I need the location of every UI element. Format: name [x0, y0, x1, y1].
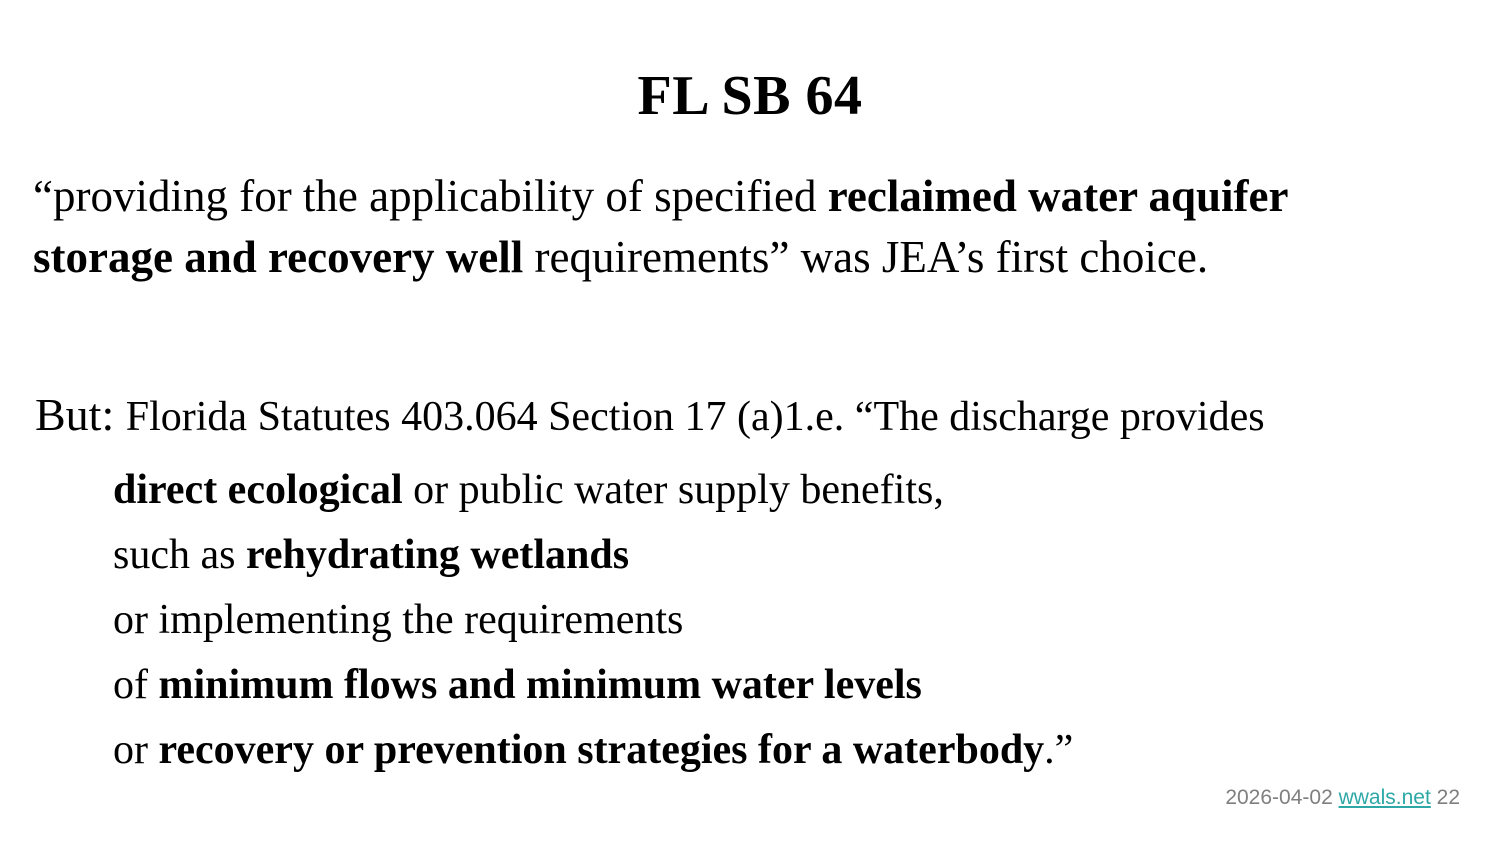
statute-line	[113, 653, 1493, 718]
statute-bold-text: direct ecological	[113, 467, 403, 513]
statute-bold-text: minimum flows and minimum water levels	[158, 662, 922, 708]
statute-text: or implementing the requirements	[113, 597, 684, 643]
statute-line	[113, 718, 1493, 783]
intro-text: requirements” was JEA’s first choice.	[523, 232, 1209, 282]
statute-text: of	[113, 662, 159, 708]
statute-text: or	[113, 727, 159, 773]
statute-bold-text: recovery or prevention strategies for a waterbody	[158, 727, 1045, 773]
statute-text: such as	[113, 532, 246, 578]
intro-bold-text: reclaimed water aquifer	[827, 171, 1289, 221]
statute-text: or public water supply benefits,	[402, 467, 944, 513]
intro-text: “providing for the applicability of specified	[33, 171, 828, 221]
slide-footer	[1225, 786, 1460, 810]
statute-bold-text: rehydrating wetlands	[245, 532, 630, 578]
footer-link[interactable]: wwals.net	[1338, 786, 1431, 809]
statute-line	[113, 523, 1493, 588]
statute-text: .”	[1044, 727, 1074, 773]
statute-citation: Florida Statutes 403.064 Section 17 (a)1.e. “The discharge provides	[125, 394, 1265, 440]
statute-quote-list	[113, 458, 1493, 783]
statute-line	[113, 588, 1493, 653]
slide-title: FL SB 64	[637, 65, 863, 127]
intro-bold-text: storage and recovery well	[33, 232, 524, 282]
intro-paragraph	[33, 166, 1473, 288]
statute-reference-line	[35, 388, 1495, 444]
footer-date: 2026-04-02	[1225, 786, 1333, 809]
footer-page-number: 22	[1436, 786, 1460, 809]
intro-line-2	[33, 227, 1473, 288]
intro-line-1	[33, 166, 1473, 227]
but-prefix: But:	[35, 389, 126, 440]
statute-line	[113, 458, 1493, 523]
